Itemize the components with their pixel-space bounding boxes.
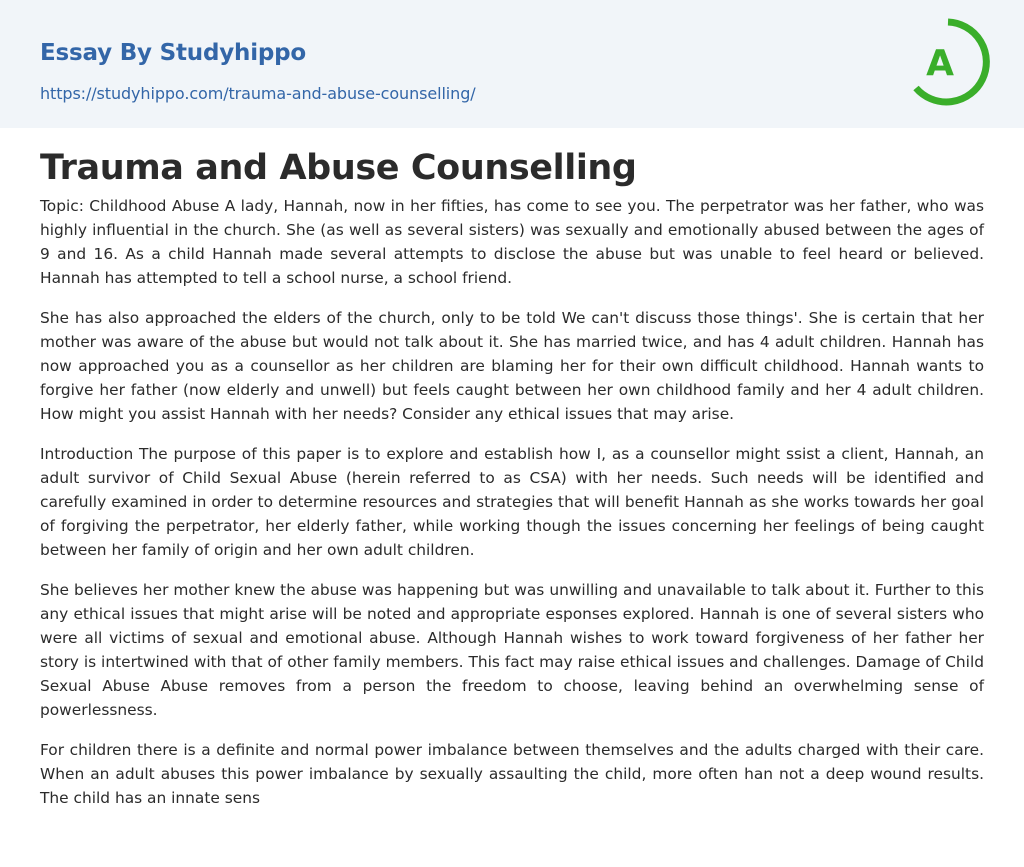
article-body bbox=[40, 194, 984, 826]
paragraph: She has also approached the elders of the church, only to be told We can't discuss those things'. She is certain that her mother was aware of the abuse but would not talk about it. She has married twice, and has 4 adult children. Hannah has now approached you as a counsellor as her children are blaming her for their own difficult childhood. Hannah wants to forgive her father (now elderly and unwell) but feels caught between her own childhood family and her 4 adult children. How might you assist Hannah with her needs? Consider any ethical issues that may arise. bbox=[40, 309, 984, 423]
article-url-link[interactable]: https://studyhippo.com/trauma-and-abuse-counselling/ bbox=[40, 84, 476, 103]
paragraph: She believes her mother knew the abuse was happening but was unwilling and unavailable to talk about it. Further to this any ethical issues that might arise will be noted and appropriate esponses explored. Hannah is one of several sisters who were all victims of sexual and emotional abuse. Although Hannah wishes to work toward forgiveness of her father her story is intertwined with that of other family members. This fact may raise ethical issues and challenges. Damage of Child Sexual Abuse Abuse removes from a person the freedom to choose, leaving behind an overwhelming sense of powerlessness. bbox=[40, 581, 984, 719]
studyhippo-logo-icon[interactable] bbox=[910, 18, 990, 108]
brand-title: Essay By Studyhippo bbox=[40, 40, 307, 66]
paragraph: Topic: Childhood Abuse A lady, Hannah, now in her fifties, has come to see you. The perpetrator was her father, who was highly influential in the church. She (as well as several sisters) was sexually and emotionally abused between the ages of 9 and 16. As a child Hannah made several attempts to disclose the abuse but was unable to feel heard or believed. Hannah has attempted to tell a school nurse, a school friend. bbox=[40, 197, 984, 287]
paragraph: Introduction The purpose of this paper is to explore and establish how I, as a counsellor might ssist a client, Hannah, an adult survivor of Child Sexual Abuse (herein referred to as CSA) with her needs. Such needs will be identified and carefully examined in order to determine resources and strategies that will benefit Hannah as she works towards her goal of forgiving the perpetrator, her elderly father, while working though the issues concerning her feelings of being caught between her family of origin and her own adult children. bbox=[40, 445, 984, 559]
logo-letter: A bbox=[926, 43, 954, 84]
page-title: Trauma and Abuse Counselling bbox=[40, 148, 637, 188]
paragraph: For children there is a definite and normal power imbalance between themselves and the adults charged with their care. When an adult abuses this power imbalance by sexually assaulting the child, more often han not a deep wound results. The child has an innate sens bbox=[40, 741, 984, 807]
site-header bbox=[0, 0, 1024, 128]
